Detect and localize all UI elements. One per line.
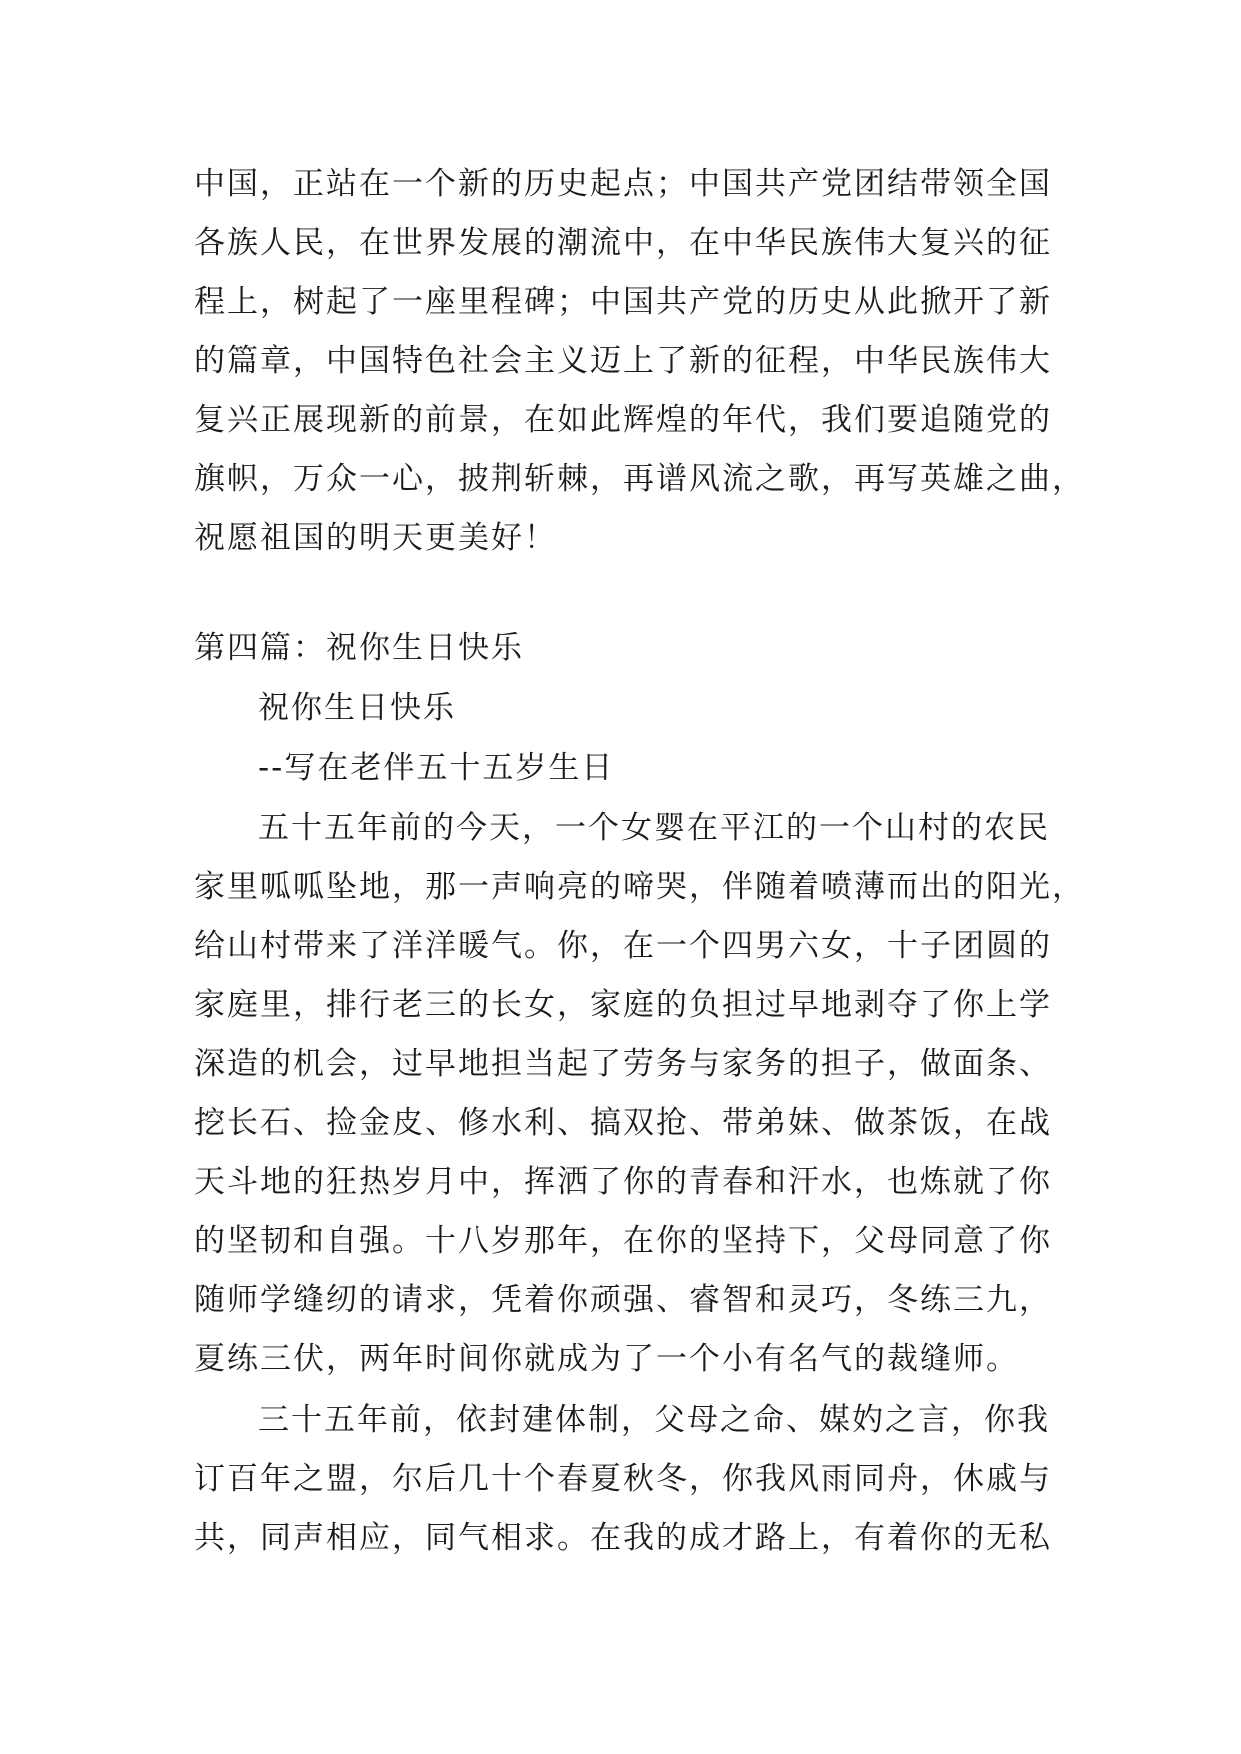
paragraph-line: 五十五年前的今天，一个女婴在平江的一个山村的农民 [258, 810, 1050, 846]
paragraph-line: 家里呱呱坠地，那一声响亮的啼哭，伴随着喷薄而出的阳光， [194, 869, 1085, 905]
paragraph-line: 祝愿祖国的明天更美好！ [194, 520, 557, 556]
paragraph-line: 程上，树起了一座里程碑；中国共产党的历史从此掀开了新 [194, 284, 1052, 320]
paragraph-line: 复兴正展现新的前景，在如此辉煌的年代，我们要追随党的 [194, 402, 1052, 438]
paragraph-line: 夏练三伏，两年时间你就成为了一个小有名气的裁缝师。 [194, 1341, 1019, 1377]
essay-subtitle: --写在老伴五十五岁生日 [258, 750, 615, 786]
paragraph-line: 旗帜，万众一心，披荆斩棘，再谱风流之歌，再写英雄之曲， [194, 461, 1085, 497]
paragraph-line: 天斗地的狂热岁月中，挥洒了你的青春和汗水，也炼就了你 [194, 1164, 1052, 1200]
paragraph-line: 三十五年前，依封建体制，父母之命、媒妁之言，你我 [258, 1402, 1050, 1438]
paragraph-line: 各族人民，在世界发展的潮流中，在中华民族伟大复兴的征 [194, 225, 1052, 261]
paragraph-line: 挖长石、捡金皮、修水利、搞双抢、带弟妹、做茶饭，在战 [194, 1105, 1052, 1141]
paragraph-line: 给山村带来了洋洋暖气。你，在一个四男六女，十子团圆的 [194, 928, 1052, 964]
paragraph-line: 共，同声相应，同气相求。在我的成才路上，有着你的无私 [194, 1520, 1052, 1556]
paragraph-line: 中国，正站在一个新的历史起点；中国共产党团结带领全国 [194, 166, 1052, 202]
paragraph-line: 家庭里，排行老三的长女，家庭的负担过早地剥夺了你上学 [194, 987, 1052, 1023]
paragraph-line: 深造的机会，过早地担当起了劳务与家务的担子，做面条、 [194, 1046, 1052, 1082]
section-heading: 第四篇：祝你生日快乐 [194, 630, 524, 666]
paragraph-line: 的坚韧和自强。十八岁那年，在你的坚持下，父母同意了你 [194, 1223, 1052, 1259]
paragraph-line: 随师学缝纫的请求，凭着你顽强、睿智和灵巧，冬练三九， [194, 1282, 1052, 1318]
paragraph-line: 订百年之盟，尔后几十个春夏秋冬，你我风雨同舟，休戚与 [194, 1461, 1052, 1497]
paragraph-line: 的篇章，中国特色社会主义迈上了新的征程，中华民族伟大 [194, 343, 1052, 379]
essay-title: 祝你生日快乐 [258, 690, 456, 726]
